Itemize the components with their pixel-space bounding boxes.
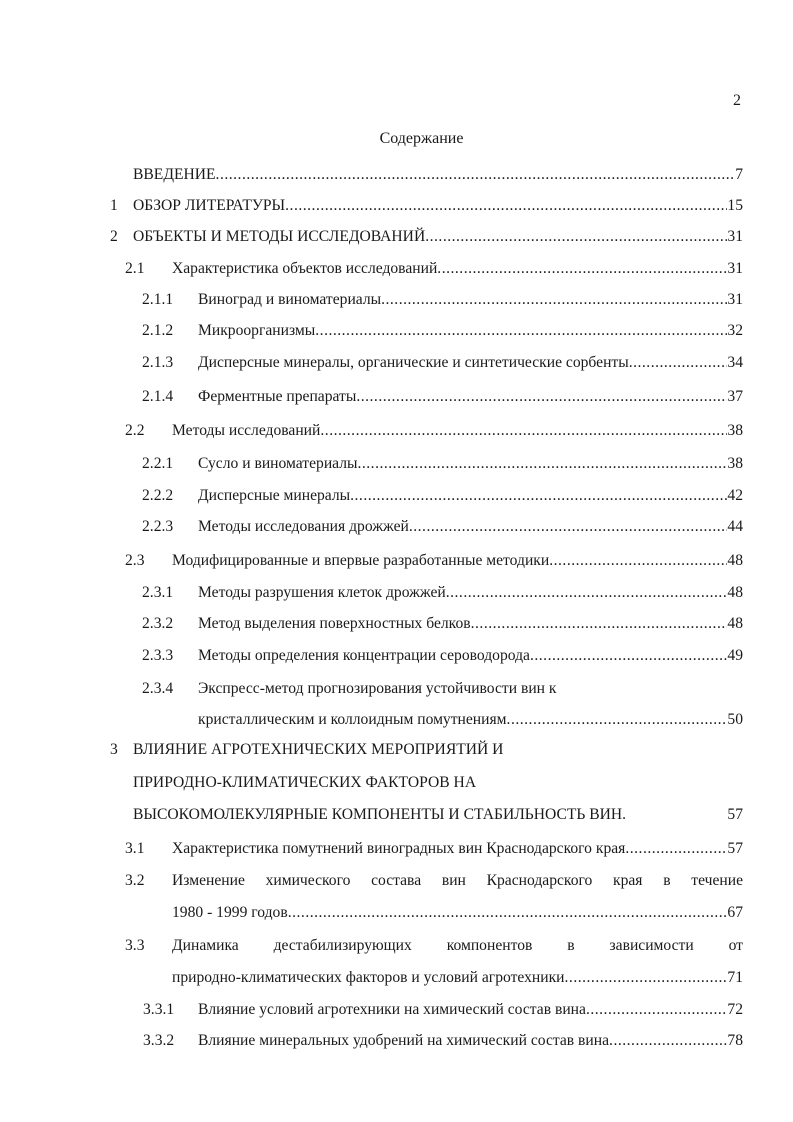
toc-entry-page: 31 (727, 291, 743, 308)
toc-entry-number: 2.2.3 (142, 518, 174, 535)
toc-entry-page: 49 (727, 647, 743, 664)
toc-entry (142, 614, 743, 634)
dot-leader (350, 486, 727, 506)
toc-entry-number: 3.3.2 (143, 1032, 175, 1049)
toc-entry-continuation (133, 773, 743, 793)
toc-entry-number: 2 (110, 228, 118, 245)
toc-entry-title: ОБЗОР ЛИТЕРАТУРЫ (133, 197, 286, 214)
toc-entry (110, 196, 743, 216)
toc-entry-title: Методы определения концентрации сероводорода (198, 647, 530, 664)
dot-leader (356, 387, 727, 407)
toc-entry-title: Характеристика помутнений виноградных вин Краснодарского края (172, 840, 626, 857)
toc-entry-title: Дисперсные минералы (198, 487, 351, 504)
toc-entry-number: 2.3.4 (142, 680, 174, 697)
toc-entry (125, 551, 743, 571)
toc-entry-page: 38 (727, 455, 743, 472)
toc-entry-title: Методы исследований (172, 422, 321, 439)
toc-entry-title: Ферментные препараты (198, 388, 357, 405)
toc-entry-page: 31 (727, 228, 743, 245)
toc-entry-continuation (172, 968, 743, 988)
toc-entry (142, 353, 743, 373)
dot-leader (507, 710, 728, 730)
toc-entry (142, 486, 743, 506)
toc-entry (125, 936, 743, 956)
toc-entry-title: Сусло и виноматериалы (198, 455, 358, 472)
dot-leader (285, 196, 727, 216)
toc-entry-title: Дисперсные минералы, органические и синтетические сорбенты (198, 354, 629, 371)
toc-entry-number: 2.3 (125, 552, 145, 569)
toc-entry-page: 48 (727, 584, 743, 601)
toc-entry-title: ВВЕДЕНИЕ (133, 166, 216, 183)
dot-leader (609, 1031, 727, 1051)
toc-entry-number: 2.1.1 (142, 291, 174, 308)
toc-entry-title: Влияние условий агротехники на химический состав вина (198, 1001, 586, 1018)
dot-leader (471, 614, 728, 634)
toc-entry (142, 290, 743, 310)
dot-leader (565, 968, 728, 988)
toc-entry-number: 2.1.4 (142, 388, 174, 405)
toc-entry-title: Экспресс-метод прогнозирования устойчивости вин к (198, 680, 557, 697)
dot-leader (446, 583, 728, 603)
toc-entry-title: 1980 - 1999 годов (172, 904, 288, 921)
toc-entry-page: 78 (727, 1032, 743, 1049)
toc-entry (142, 387, 743, 407)
dot-leader (586, 1000, 727, 1020)
toc-entry-title: Виноград и виноматериалы (198, 291, 382, 308)
dot-leader (425, 227, 727, 247)
toc-entry-title: Метод выделения поверхностных белков (198, 615, 471, 632)
toc-entry-page: 37 (727, 388, 743, 405)
dot-leader (409, 517, 728, 537)
toc-entry-title: ОБЪЕКТЫ И МЕТОДЫ ИССЛЕДОВАНИЙ (133, 228, 426, 245)
dot-leader (320, 421, 727, 441)
toc-entry-title: Влияние минеральных удобрений на химический состав вина (198, 1032, 610, 1049)
dot-leader (216, 165, 736, 185)
toc-entry-number: 2.2 (125, 422, 145, 439)
toc-entry-title: Характеристика объектов исследований (172, 260, 438, 277)
toc-entry-title: Изменение химического состава вин Краснодарского края в течение (172, 872, 743, 889)
toc-entry (133, 165, 743, 185)
toc-entry-number: 2.3.1 (142, 584, 174, 601)
toc-entry-title: Модифицированные и впервые разработанные методики (172, 552, 550, 569)
toc-entry-page: 71 (727, 969, 743, 986)
dot-leader (315, 321, 727, 341)
toc-entry-title: Динамика дестабилизирующих компонентов в зависимости от (172, 937, 743, 954)
toc-entry-page: 72 (727, 1001, 743, 1018)
toc-entry-number: 2.1.2 (142, 322, 174, 339)
toc-entry (125, 839, 743, 859)
toc-entry-title: кристаллическим и коллоидным помутнениям (198, 711, 507, 728)
toc-entry-number: 2.1 (125, 260, 145, 277)
toc-entry-number: 2.2.2 (142, 487, 174, 504)
toc-entry-number: 1 (110, 197, 118, 214)
toc-entry-title: ВЛИЯНИЕ АГРОТЕХНИЧЕСКИХ МЕРОПРИЯТИЙ И (133, 741, 504, 758)
toc-entry (143, 1031, 743, 1051)
toc-entry-page: 42 (727, 487, 743, 504)
toc-entry-continuation (172, 903, 743, 923)
toc-entry (125, 259, 743, 279)
toc-entry-continuation (133, 805, 743, 825)
dot-leader (629, 353, 728, 373)
toc-entry-title: ВЫСОКОМОЛЕКУЛЯРНЫЕ КОМПОНЕНТЫ И СТАБИЛЬНОСТЬ ВИН. (133, 806, 627, 823)
toc-entry-title: природно-климатических факторов и условий агротехники (172, 969, 565, 986)
toc-entry (142, 583, 743, 603)
dot-leader (437, 259, 727, 279)
toc-entry-page: 57 (727, 806, 743, 823)
dot-leader (381, 290, 727, 310)
dot-leader (357, 454, 727, 474)
toc-entry (142, 321, 743, 341)
toc-entry-title: Микроорганизмы (198, 322, 316, 339)
toc-entry-number: 3.2 (125, 872, 145, 889)
dot-leader (530, 646, 727, 666)
toc-entry-page: 50 (727, 711, 743, 728)
toc-entry-number: 2.1.3 (142, 354, 174, 371)
toc-entry (142, 517, 743, 537)
toc-entry (125, 421, 743, 441)
toc-entry (142, 454, 743, 474)
toc-entry-page: 32 (727, 322, 743, 339)
toc-entry-title: Методы разрушения клеток дрожжей (198, 584, 446, 601)
toc-entry (143, 1000, 743, 1020)
toc-entry-number: 3.3 (125, 937, 145, 954)
toc-entry-page: 15 (727, 197, 743, 214)
toc-entry-page: 67 (727, 904, 743, 921)
toc-entry-number: 3.3.1 (143, 1001, 175, 1018)
toc-entry-number: 2.3.3 (142, 647, 174, 664)
toc-entry-title: Методы исследования дрожжей (198, 518, 409, 535)
toc-entry (142, 646, 743, 666)
toc-entry-page: 44 (727, 518, 743, 535)
toc-entry (142, 679, 743, 699)
toc-entry-title: ПРИРОДНО-КЛИМАТИЧЕСКИХ ФАКТОРОВ НА (133, 774, 477, 791)
toc-entry-number: 2.3.2 (142, 615, 174, 632)
dot-leader (625, 839, 727, 859)
toc-entry-page: 38 (727, 422, 743, 439)
toc-entry-continuation (198, 710, 743, 730)
toc-entry-page: 7 (735, 166, 743, 183)
page-number: 2 (733, 92, 741, 109)
toc-entry (125, 871, 743, 891)
toc-entry (110, 227, 743, 247)
toc-entry-page: 34 (727, 354, 743, 371)
toc-entry-page: 48 (727, 615, 743, 632)
toc-entry-number: 3.1 (125, 840, 145, 857)
dot-leader (549, 551, 727, 571)
toc-entry-page: 31 (727, 260, 743, 277)
toc-entry-page: 48 (727, 552, 743, 569)
toc-entry (110, 740, 743, 760)
toc-entry-number: 2.2.1 (142, 455, 174, 472)
toc-entry-number: 3 (110, 741, 118, 758)
toc-title: Содержание (379, 130, 464, 147)
dot-leader (288, 903, 728, 923)
toc-entry-page: 57 (727, 840, 743, 857)
